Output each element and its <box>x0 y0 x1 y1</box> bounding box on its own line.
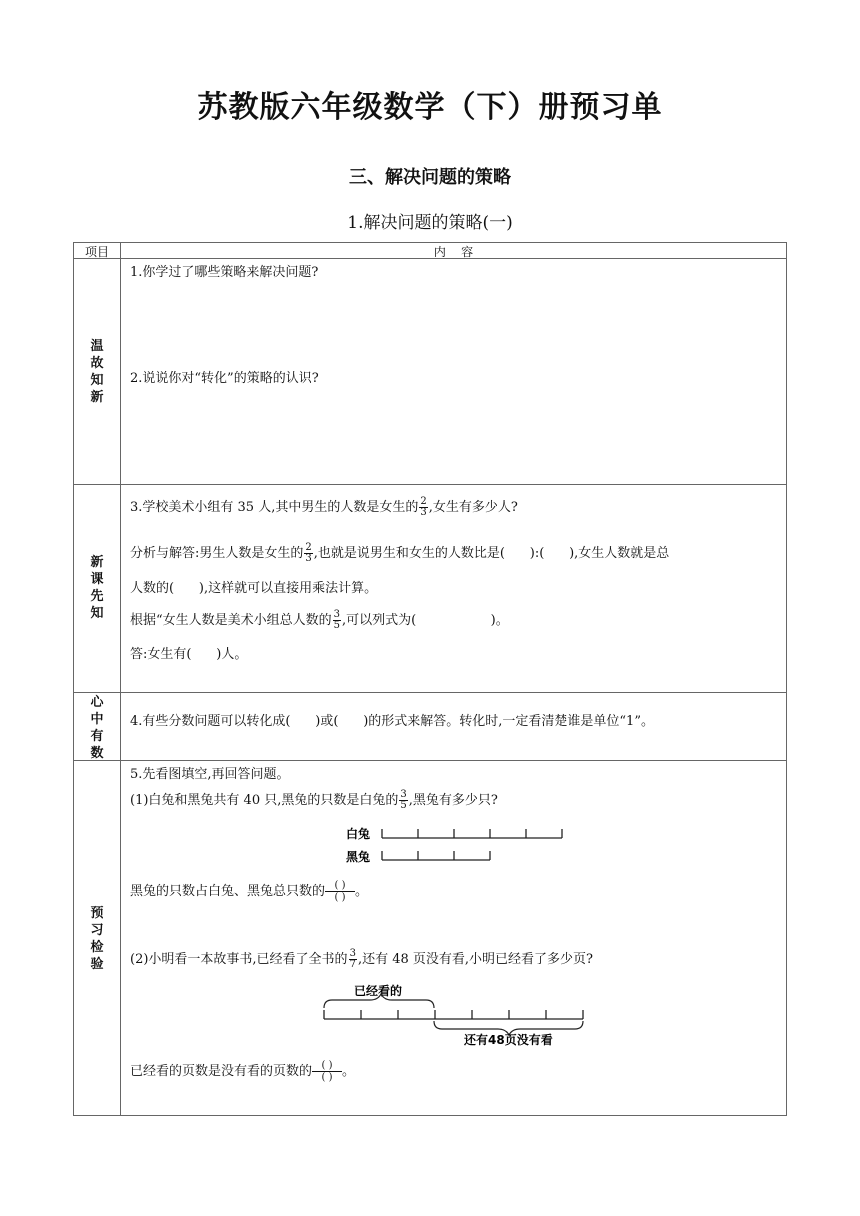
blank-fraction[interactable]: $\frac{( )}{( )}$ <box>325 880 355 903</box>
book-segment-diagram <box>318 982 598 1048</box>
rabbit-segment-diagram <box>330 822 580 870</box>
black-rabbit-bar <box>382 851 490 860</box>
unit-title: 三、解决问题的策略 <box>349 167 511 188</box>
black-rabbit-label: 黑兔 <box>346 850 371 864</box>
section-label-review: 温 故 知 新 <box>90 339 104 405</box>
read-pages-brace <box>324 994 434 1008</box>
question-2: 2.说说你对“转化”的策略的认识? <box>130 371 319 386</box>
table-row-divider <box>73 692 787 693</box>
page-title: 苏教版六年级数学（下）册预习单 <box>197 90 663 125</box>
problem-1: (1)白兔和黑兔共有 40 只,黑兔的只数是白兔的 $\frac{3}{5}$ ,黑兔有多少只? <box>130 789 498 811</box>
read-pages-label: 已经看的 <box>354 984 403 998</box>
table-border-left <box>73 242 74 1116</box>
white-rabbit-bar <box>382 829 562 838</box>
fill-blank-2: 已经看的页数是没有看的页数的 $\frac{( )}{( )}$。 <box>130 1060 356 1083</box>
answer-line: 答:女生有( )人。 <box>130 647 248 662</box>
table-row-divider <box>73 484 787 485</box>
column-header-content: 内 容 <box>433 245 474 259</box>
table-row-divider <box>73 760 787 761</box>
analysis-line-2: 人数的( ),这样就可以直接用乘法计算。 <box>130 581 378 596</box>
fraction: $\frac{3}{7}$ <box>349 948 356 970</box>
unread-pages-label: 还有48页没有看 <box>464 1033 553 1047</box>
section-label-new: 新 课 先 知 <box>90 555 104 621</box>
book-bar <box>324 1010 583 1019</box>
section-label-preview: 预 习 检 验 <box>90 906 104 972</box>
question-4: 4.有些分数问题可以转化成( )或( )的形式来解答。转化时,一定看清楚谁是单位“1”。 <box>130 714 654 729</box>
table-border-right <box>786 242 787 1116</box>
fraction: $\frac{3}{5}$ <box>400 789 407 811</box>
question-5: 5.先看图填空,再回答问题。 <box>130 767 290 782</box>
table-border-bottom <box>73 1115 787 1116</box>
section-label-mind: 心 中 有 数 <box>90 695 104 761</box>
question-1: 1.你学过了哪些策略来解决问题? <box>130 265 319 280</box>
fraction: $\frac{3}{5}$ <box>333 609 341 631</box>
fraction: $\frac{2}{3}$ <box>420 496 427 518</box>
table-column-divider <box>120 242 121 1116</box>
basis-line: 根据“女生人数是美术小组总人数的 $\frac{3}{5}$ ,可以列式为( )。 <box>130 609 509 631</box>
fraction: $\frac{2}{3}$ <box>305 542 312 564</box>
white-rabbit-label: 白兔 <box>346 827 371 841</box>
fill-blank-1: 黑兔的只数占白兔、黑兔总只数的 $\frac{( )}{( )}$。 <box>130 880 369 903</box>
blank-fraction[interactable]: $\frac{( )}{( )}$ <box>312 1060 342 1083</box>
analysis-line-1: 分析与解答:男生人数是女生的 $\frac{2}{3}$ ,也就是说男生和女生的人数比是( ):( ),女生人数就是总 <box>130 542 670 564</box>
question-3: 3.学校美术小组有 35 人,其中男生的人数是女生的 $\frac{2}{3}$ ,女生有多少人? <box>130 496 518 518</box>
lesson-title: 1.解决问题的策略(一) <box>347 213 513 233</box>
problem-2: (2)小明看一本故事书,已经看了全书的 $\frac{3}{7}$ ,还有 48 页没有看,小明已经看了多少页? <box>130 948 593 970</box>
column-header-item: 项目 <box>84 245 109 259</box>
